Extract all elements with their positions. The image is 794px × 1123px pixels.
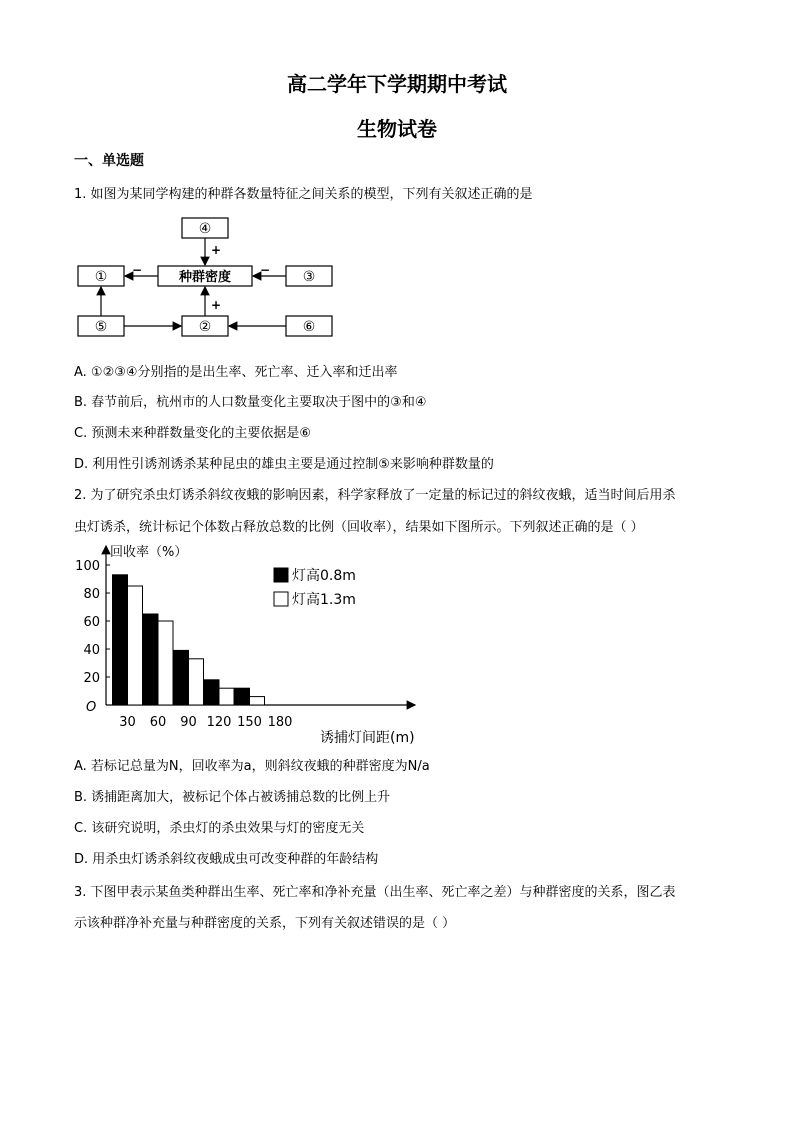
question-1-option-c: C. 预测未来种群数量变化的主要依据是⑥ <box>74 426 311 441</box>
question-1-option-a: A. ①②③④分别指的是出生率、死亡率、迁入率和迁出率 <box>74 365 398 380</box>
x-tick-label-30: 30 <box>119 715 136 730</box>
x-tick-label-180: 180 <box>267 715 293 730</box>
bar-lamp-0-8m-120 <box>204 680 219 705</box>
bar-lamp-1-3m-120 <box>219 688 234 705</box>
minus-sign-right: − <box>260 263 271 277</box>
node-6-label: ⑥ <box>302 319 316 335</box>
question-2-option-a: A. 若标记总量为N，回收率为a，则斜纹夜蛾的种群密度为N/a <box>74 759 430 774</box>
section-heading: 一、单选题 <box>74 153 144 169</box>
question-2-option-b: B. 诱捕距离加大，被标记个体占被诱捕总数的比例上升 <box>74 790 391 805</box>
question-2-stem-line-2: 虫灯诱杀，统计标记个体数占释放总数的比例（回收率），结果如下图所示。下列叙述正确的是（ ） <box>74 520 644 535</box>
node-4-label: ④ <box>198 221 212 237</box>
y-tick-label-60: 60 <box>83 615 100 630</box>
question-3-stem-line-1: 3. 下图甲表示某鱼类种群出生率、死亡率和净补充量（出生率、死亡率之差）与种群密度的关系，图乙表 <box>74 885 676 900</box>
minus-sign-left: − <box>132 263 143 277</box>
y-axis-label: 回收率（%） <box>110 545 188 560</box>
plus-sign-bottom: + <box>211 298 222 312</box>
bar-lamp-0-8m-150 <box>235 688 250 705</box>
node-1-label: ① <box>94 269 108 285</box>
bar-lamp-0-8m-30 <box>113 575 128 705</box>
y-tick-label-20: 20 <box>83 671 100 686</box>
legend-swatch-0 <box>274 568 288 582</box>
x-tick-label-60: 60 <box>149 715 167 730</box>
origin-label: O <box>86 700 97 715</box>
legend-label-1: 灯高1.3m <box>292 592 356 608</box>
bar-lamp-1-3m-90 <box>189 659 204 705</box>
question-1-option-b: B. 春节前后，杭州市的人口数量变化主要取决于图中的③和④ <box>74 395 427 410</box>
x-tick-label-150: 150 <box>237 715 262 730</box>
y-tick-label-100: 100 <box>75 559 100 574</box>
bar-lamp-0-8m-90 <box>174 650 189 705</box>
question-1-stem: 1. 如图为某同学构建的种群各数量特征之间关系的模型，下列有关叙述正确的是 <box>74 187 533 202</box>
legend-label-0: 灯高0.8m <box>292 568 356 584</box>
population-model-diagram <box>70 212 340 342</box>
node-3-label: ③ <box>302 269 316 285</box>
legend-swatch-1 <box>274 592 288 606</box>
node-5-label: ⑤ <box>94 319 108 335</box>
exam-subtitle: 生物试卷 <box>357 117 437 141</box>
bar-lamp-0-8m-60 <box>143 614 158 705</box>
bar-lamp-1-3m-30 <box>128 586 143 705</box>
question-2-option-c: C. 该研究说明，杀虫灯的杀虫效果与灯的密度无关 <box>74 821 365 836</box>
question-2-stem-line-1: 2. 为了研究杀虫灯诱杀斜纹夜蛾的影响因素，科学家释放了一定量的标记过的斜纹夜蛾，适当时间后用杀 <box>74 488 676 503</box>
exam-title: 高二学年下学期期中考试 <box>287 72 507 96</box>
bar-lamp-1-3m-150 <box>250 697 265 705</box>
y-tick-label-40: 40 <box>83 643 100 658</box>
question-2-option-d: D. 用杀虫灯诱杀斜纹夜蛾成虫可改变种群的年龄结构 <box>74 852 379 867</box>
bar-lamp-1-3m-60 <box>158 621 173 705</box>
x-tick-label-120: 120 <box>206 715 232 730</box>
x-tick-label-90: 90 <box>180 715 197 730</box>
plus-sign-top: + <box>211 243 222 257</box>
question-3-stem-line-2: 示该种群净补充量与种群密度的关系，下列有关叙述错误的是（ ） <box>74 916 456 931</box>
x-axis-label: 诱捕灯间距(m) <box>320 730 415 746</box>
center-label: 种群密度 <box>178 270 232 285</box>
node-2-label: ② <box>198 319 212 335</box>
y-tick-label-80: 80 <box>83 587 100 602</box>
question-1-option-d: D. 利用性引诱剂诱杀某种昆虫的雄虫主要是通过控制⑤来影响种群数量的 <box>74 457 494 472</box>
recapture-rate-chart <box>70 540 430 750</box>
